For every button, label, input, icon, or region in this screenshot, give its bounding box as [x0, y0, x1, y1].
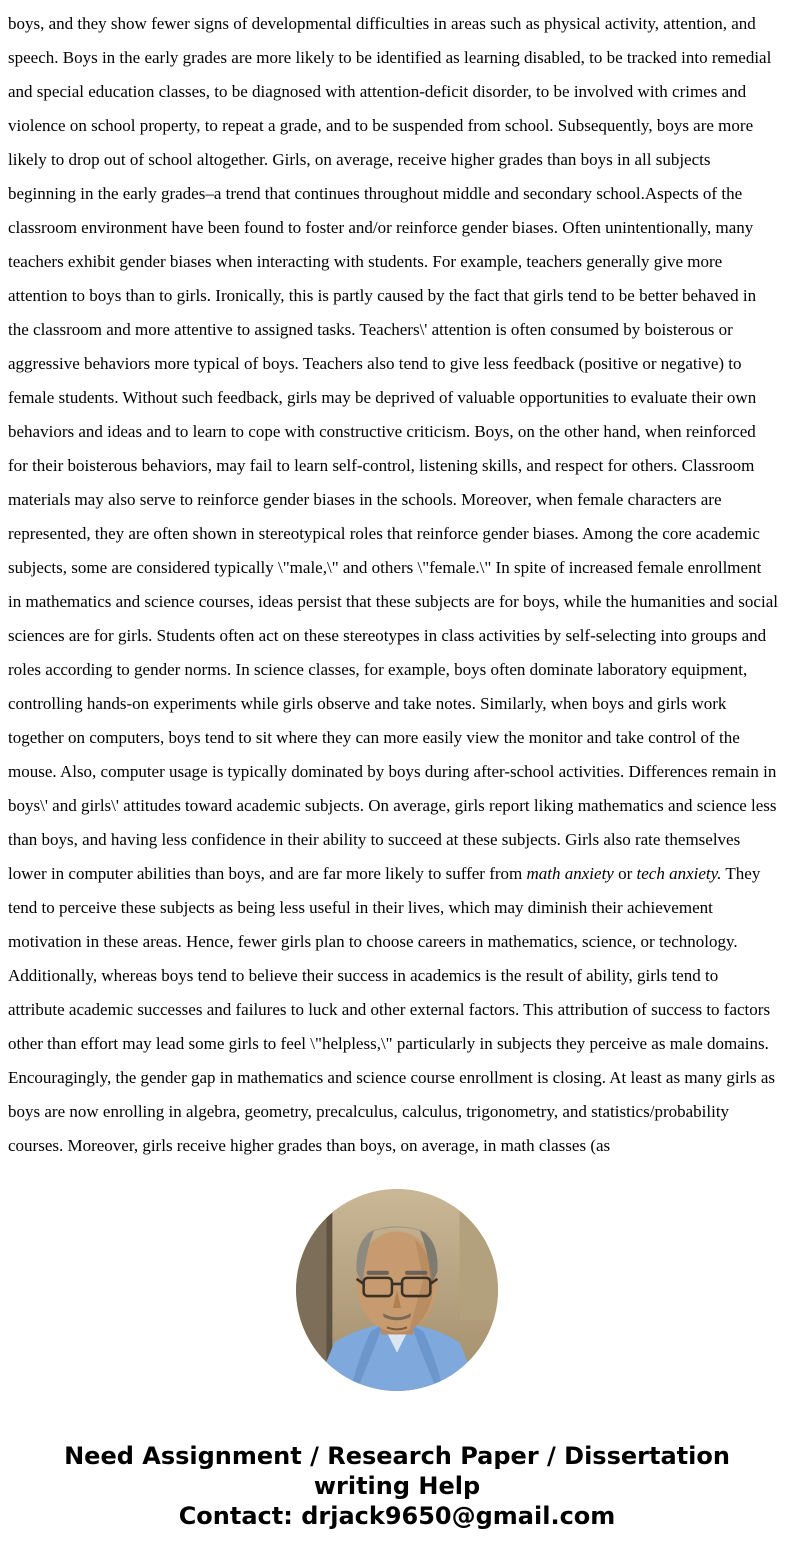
footer-banner: [0, 1441, 794, 1561]
italic-term-tech-anxiety: tech anxiety.: [636, 864, 722, 883]
avatar: [296, 1189, 498, 1391]
article-text-run: or: [613, 864, 637, 883]
profile-photo-icon: [296, 1189, 498, 1391]
article-text-run: boys, and they show fewer signs of developmental difficulties in areas such as physical activity, attention, and speech. Boys in the early grades are more likely to be identified as learning disabled, to be tracked into remedial and special education classes, to be diagnosed with attention-deficit disorder, to be involved with crimes and violence on school property, to repeat a grade, and to be suspended from school. Subsequently, boys are more likely to drop out of school altogether. Girls, on average, receive higher grades than boys in all subjects beginning in the early grades–a trend that continues throughout middle and secondary school.Aspects of the classroom environment have been found to foster and/or reinforce gender biases. Often unintentionally, many teachers exhibit gender biases when interacting with students. For example, teachers generally give more attention to boys than to girls. Ironically, this is partly caused by the fact that girls tend to be better behaved in the classroom and more attentive to assigned tasks. Teachers\' attention is often consumed by boisterous or aggressive behaviors more typical of boys. Teachers also tend to give less feedback (positive or negative) to female students. Without such feedback, girls may be deprived of valuable opportunities to evaluate their own behaviors and ideas and to learn to cope with constructive criticism. Boys, on the other hand, when reinforced for their boisterous behaviors, may fail to learn self-control, listening skills, and respect for others. Classroom materials may also serve to reinforce gender biases in the schools. Moreover, when female characters are represented, they are often shown in stereotypical roles that reinforce gender biases. Among the core academic subjects, some are considered typically \"male,\" and others \"female.\" In spite of increased female enrollment in mathematics and science courses, ideas persist that these subjects are for boys, while the humanities and social sciences are for girls. Students often act on these stereotypes in class activities by self-selecting into groups and roles according to gender norms. In science classes, for example, boys often dominate laboratory equipment, controlling hands-on experiments while girls observe and take notes. Similarly, when boys and girls work together on computers, boys tend to sit where they can more easily view the monitor and take control of the mouse. Also, computer usage is typically dominated by boys during after-school activities. Differences remain in boys\' and girls\' attitudes toward academic subjects. On average, girls report liking mathematics and science less than boys, and having less confidence in their ability to succeed at these subjects. Girls also rate themselves lower in computer abilities than boys, and are far more likely to suffer from: [8, 14, 778, 883]
footer-contact-email: Contact: drjack9650@gmail.com: [178, 1502, 616, 1530]
article-text-run: They tend to perceive these subjects as being less useful in their lives, which may diminish their achievement motivation in these areas. Hence, fewer girls plan to choose careers in mathematics, science, or technology. Additionally, whereas boys tend to believe their success in academics is the result of ability, girls tend to attribute academic successes and failures to luck and other external factors. This attribution of success to factors other than effort may lead some girls to feel \"helpless,\" particularly in subjects they perceive as male domains. Encouragingly, the gender gap in mathematics and science course enrollment is closing. At least as many girls as boys are now enrolling in algebra, geometry, precalculus, calculus, trigonometry, and statistics/probability courses. Moreover, girls receive higher grades than boys, on average, in math classes (as: [8, 864, 775, 1155]
footer-heading-line2: writing Help: [313, 1472, 481, 1500]
footer-heading-line1: Need Assignment / Research Paper / Dissertation: [64, 1442, 730, 1470]
italic-term-math-anxiety: math anxiety: [526, 864, 614, 883]
avatar-container: [0, 1189, 794, 1391]
